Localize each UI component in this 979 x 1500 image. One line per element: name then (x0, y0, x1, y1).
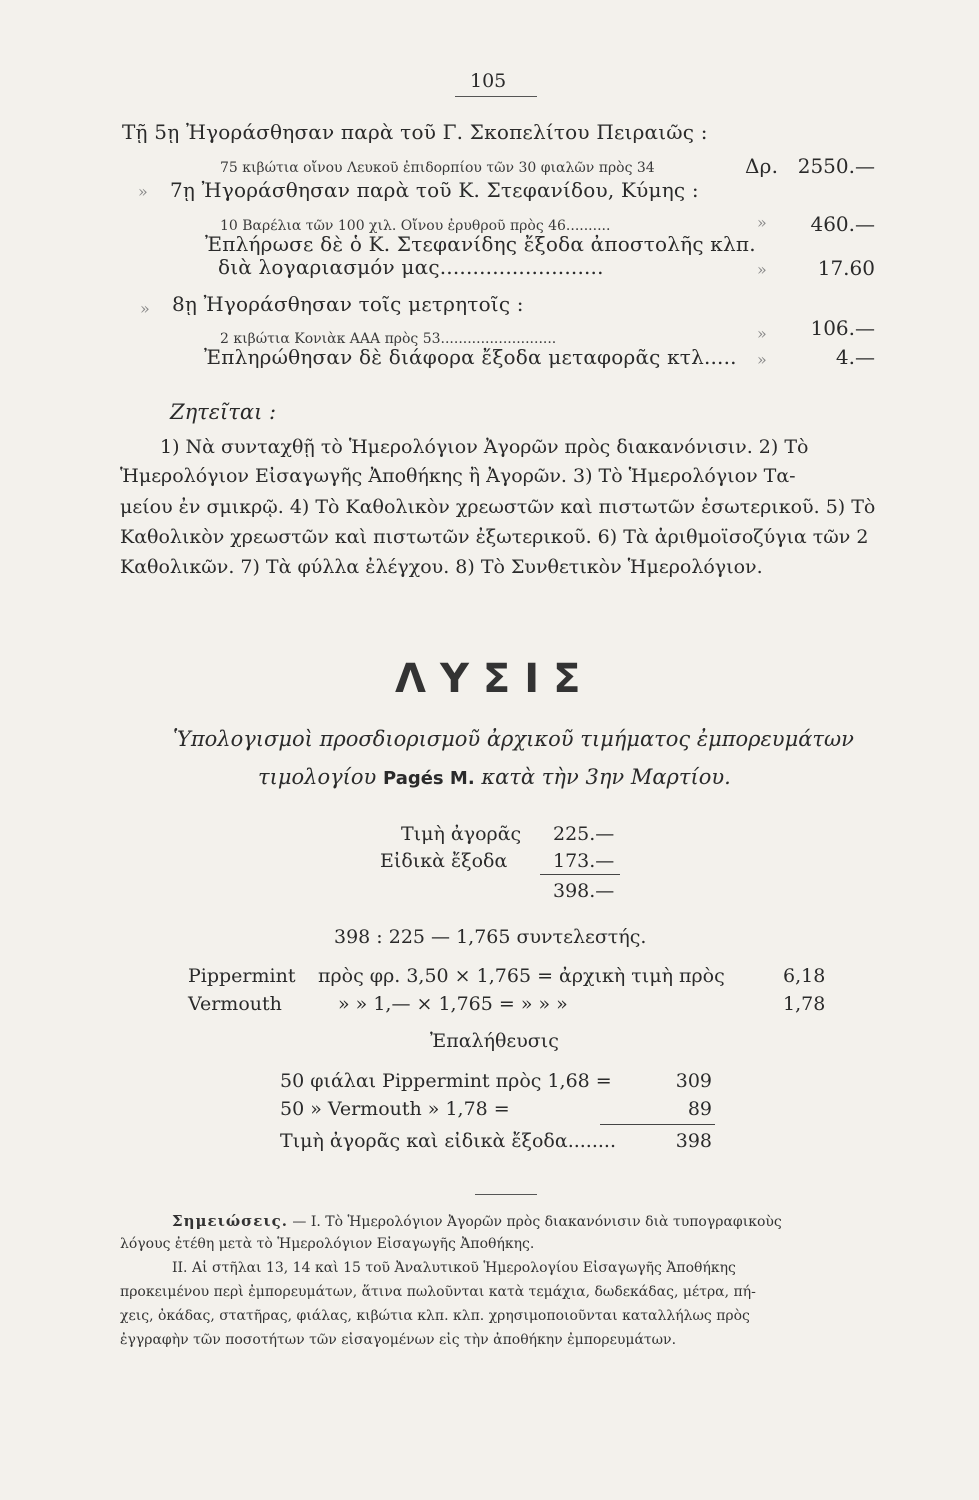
ledger-line-1: Τῇ 5ῃ Ἠγοράσθησαν παρὰ τοῦ Γ. Σκοπελίτου Πειραιῶς : (122, 120, 708, 144)
verify-row-3: Τιμὴ ἀγορᾶς καὶ εἰδικὰ ἔξοδα........ (280, 1130, 617, 1152)
ledger-line-9-mark: » (757, 350, 767, 369)
task-line-5: Καθολικῶν. 7) Τὰ φύλλα ἐλέγχου. 8) Τὸ Συνθετικὸν Ἡμερολόγιον. (120, 556, 763, 578)
verify-title: Ἐπαλήθευσις (430, 1030, 559, 1052)
footnote-line-1-text: — Ι. Τὸ Ἡμερολόγιον Ἀγορῶν πρὸς διακανόνισιν διὰ τυπογραφικοὺς (292, 1214, 782, 1230)
footnote-line-2: λόγους ἐτέθη μετὰ τὸ Ἡμερολόγιον Εἰσαγωγῆς Ἀποθήκης. (120, 1236, 535, 1252)
ledger-line-2-amount: 2550.— (797, 154, 875, 178)
subtitle-line-2 (258, 765, 731, 789)
page-number-rule (455, 96, 537, 97)
verify-row-3-value: 398 (675, 1130, 712, 1152)
footnote-line-6: ἐγγραφὴν τῶν ποσοτήτων τῶν εἰσαγομένων εἰς τὴν ἀποθήκην ἐμπορευμάτων. (120, 1332, 677, 1348)
calc-vermouth-formula: » » 1,— × 1,765 = » » » (338, 993, 568, 1015)
verify-row-2-value: 89 (687, 1098, 712, 1120)
calc-pippermint-formula: πρὸς φρ. 3,50 × 1,765 = ἀρχικὴ τιμὴ πρὸς (318, 965, 725, 987)
ledger-line-6-mark: » (757, 260, 767, 279)
ledger-line-4: 10 Βαρέλια τῶν 100 χιλ. Οἴνου ἐρυθροῦ πρὸς 46.......... (220, 218, 611, 234)
subtitle-part-b: Pagés M. (382, 768, 475, 789)
ledger-line-8-amount: 106.— (810, 316, 875, 340)
solution-heading: ΛΥΣΙΣ (395, 656, 595, 702)
calc-price-value: 225.— (553, 823, 615, 845)
verify-row-2: 50 » Vermouth » 1,78 = (280, 1098, 510, 1120)
calc-total: 398.— (553, 880, 615, 902)
task-line-1: 1) Νὰ συνταχθῇ τὸ Ἡμερολόγιον Ἀγορῶν πρὸς διακανόνισιν. 2) Τὸ (160, 436, 809, 458)
verify-row-1-value: 309 (675, 1070, 712, 1092)
calc-pippermint-name: Pippermint (188, 965, 296, 987)
ledger-line-7: 8ῃ Ἠγοράσθησαν τοῖς μετρητοῖς : (172, 292, 524, 316)
ledger-line-8-mark: » (757, 324, 767, 343)
subtitle-part-c: κατὰ τὴν (481, 765, 579, 789)
calc-vermouth-value: 1,78 (783, 993, 826, 1015)
ledger-line-7-mark: » (140, 299, 150, 318)
calc-sum-rule (540, 874, 620, 875)
calc-coefficient: 398 : 225 — 1,765 συντελεστής. (334, 926, 647, 948)
ledger-line-4-amount: 460.— (810, 212, 875, 236)
ledger-line-3: 7ῃ Ἠγοράσθησαν παρὰ τοῦ Κ. Στεφανίδου, Κύμης : (170, 178, 699, 202)
ledger-line-9-amount: 4.— (835, 345, 875, 369)
ledger-line-8: 2 κιβώτια Κονιὰκ ΑΑΑ πρὸς 53.......................... (220, 331, 557, 347)
ledger-line-9: Ἐπληρώθησαν δὲ διάφορα ἔξοδα μεταφορᾶς κτλ..... (204, 345, 737, 369)
calc-vermouth-name: Vermouth (188, 993, 282, 1015)
task-line-4: Καθολικὸν χρεωστῶν καὶ πιστωτῶν ἐξωτερικοῦ. 6) Τὰ ἀριθμοϊσοζύγια τῶν 2 (120, 526, 869, 548)
subtitle-line-1: Ὑπολογισμοὶ προσδιορισμοῦ ἀρχικοῦ τιμήματος ἐμπορευμάτων (173, 727, 854, 751)
page-number: 105 (470, 70, 507, 92)
calc-expenses-value: 173.— (553, 850, 615, 872)
footnote-line-5: χεις, ὀκάδας, στατῆρας, φιάλας, κιβώτια κλπ. κλπ. χρησιμοποιοῦνται καταλλήλως πρὸς (120, 1308, 750, 1324)
footnote-line-4: προκειμένου περὶ ἐμπορευμάτων, ἅτινα πωλοῦνται κατὰ τεμάχια, δωδεκάδας, μέτρα, πή- (120, 1284, 756, 1300)
subtitle-part-e: Μαρτίου. (630, 765, 731, 789)
calc-price-label: Τιμὴ ἀγορᾶς (401, 823, 522, 845)
ledger-line-6-amount: 17.60 (817, 256, 875, 280)
subtitle-part-a: τιμολογίου (258, 765, 377, 789)
calc-expenses-label: Εἰδικὰ ἔξοδα (380, 850, 508, 872)
ledger-line-5: Ἐπλήρωσε δὲ ὁ Κ. Στεφανίδης ἔξοδα ἀποστολῆς κλπ. (205, 232, 756, 256)
task-heading: Ζητεῖται : (170, 400, 277, 424)
ledger-line-4-mark: » (757, 213, 767, 232)
ledger-line-3-mark: » (138, 182, 148, 201)
footnote-rule (475, 1194, 537, 1195)
ledger-line-2: 75 κιβώτια οἴνου Λευκοῦ ἐπιδορπίου τῶν 30 φιαλῶν πρὸς 34 (220, 160, 655, 176)
verify-sum-rule (600, 1124, 715, 1125)
calc-pippermint-value: 6,18 (783, 965, 826, 987)
subtitle-part-d: 3ην (585, 765, 625, 789)
footnote-line-1 (172, 1212, 782, 1230)
ledger-line-2-prefix: Δρ. (745, 154, 779, 178)
footnote-title: Σημειώσεις. (172, 1212, 288, 1230)
footnote-line-3: ΙΙ. Αἱ στῆλαι 13, 14 καὶ 15 τοῦ Ἀναλυτικοῦ Ἡμερολογίου Εἰσαγωγῆς Ἀποθήκης (172, 1260, 736, 1276)
verify-row-1: 50 φιάλαι Pippermint πρὸς 1,68 = (280, 1070, 612, 1092)
task-line-3: μείου ἐν σμικρῷ. 4) Τὸ Καθολικὸν χρεωστῶν καὶ πιστωτῶν ἐσωτερικοῦ. 5) Τὸ (120, 496, 876, 518)
ledger-line-6: διὰ λογαριασμόν μας......................... (218, 255, 604, 279)
task-line-2: Ἡμερολόγιον Εἰσαγωγῆς Ἀποθήκης ἢ Ἀγορῶν. 3) Τὸ Ἡμερολόγιον Τα- (120, 465, 796, 487)
